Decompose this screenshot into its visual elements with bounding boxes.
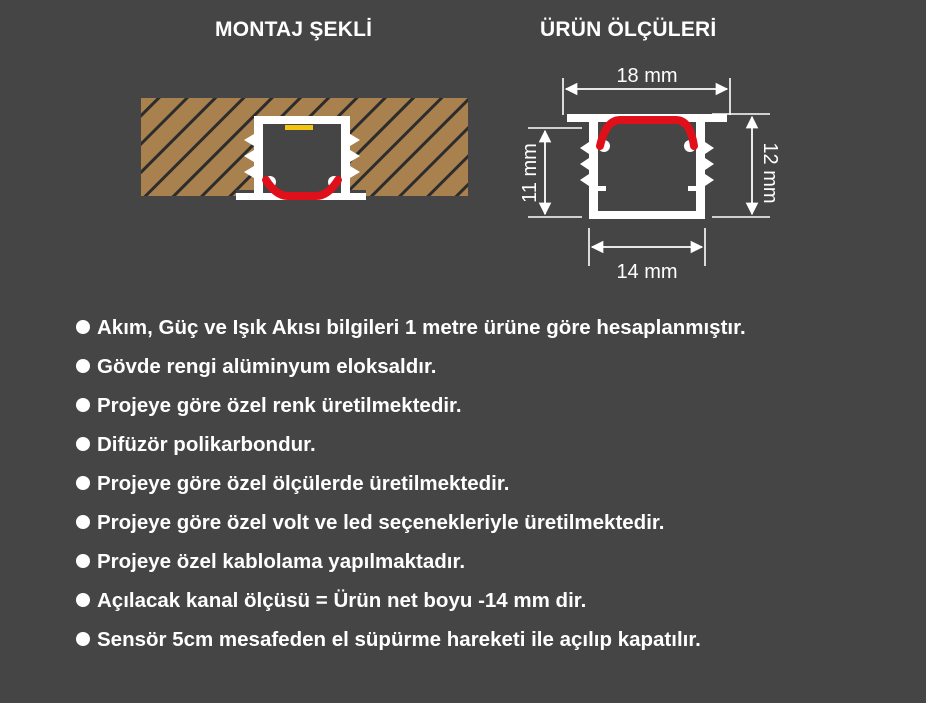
dimensions-title: ÜRÜN ÖLÇÜLERİ	[540, 18, 717, 41]
led-strip	[285, 125, 313, 130]
dimensions-diagram	[519, 65, 781, 283]
note-text: Akım, Güç ve Işık Akısı bilgileri 1 metre ürüne göre hesaplanmıştır.	[97, 316, 746, 339]
note-item	[76, 620, 746, 659]
diffuser-cross-section	[600, 120, 694, 146]
note-item	[76, 308, 746, 347]
bullet-icon	[76, 554, 90, 568]
note-item	[76, 386, 746, 425]
dim-label-left: 11 mm	[519, 143, 541, 203]
notes-list	[76, 308, 746, 659]
note-text: Projeye göre özel renk üretilmektedir.	[97, 394, 462, 417]
bullet-icon	[76, 515, 90, 529]
bullet-icon	[76, 320, 90, 334]
bullet-icon	[76, 593, 90, 607]
note-item	[76, 464, 746, 503]
diagrams	[0, 0, 926, 300]
note-text: Projeye özel kablolama yapılmaktadır.	[97, 550, 466, 573]
note-item	[76, 581, 746, 620]
note-text: Projeye göre özel ölçülerde üretilmektedir.	[97, 472, 510, 495]
bullet-icon	[76, 632, 90, 646]
bullet-icon	[76, 437, 90, 451]
bullet-icon	[76, 476, 90, 490]
note-item	[76, 425, 746, 464]
note-text: Difüzör polikarbondur.	[97, 433, 316, 456]
note-item	[76, 503, 746, 542]
note-text: Projeye göre özel volt ve led seçenekleriyle üretilmektedir.	[97, 511, 665, 534]
dim-label-bottom: 14 mm	[616, 261, 678, 283]
bullet-icon	[76, 398, 90, 412]
note-item	[76, 347, 746, 386]
mounting-diagram	[141, 98, 468, 200]
dim-label-right: 12 mm	[759, 142, 781, 204]
profile-cross-section	[567, 114, 727, 219]
bullet-icon	[76, 359, 90, 373]
dim-label-top: 18 mm	[616, 65, 678, 87]
mounting-title: MONTAJ ŞEKLİ	[215, 18, 373, 41]
note-text: Gövde rengi alüminyum eloksaldır.	[97, 355, 437, 378]
note-item	[76, 542, 746, 581]
note-text: Sensör 5cm mesafeden el süpürme hareketi ile açılıp kapatılır.	[97, 628, 701, 651]
note-text: Açılacak kanal ölçüsü = Ürün net boyu -14 mm dir.	[97, 589, 587, 612]
